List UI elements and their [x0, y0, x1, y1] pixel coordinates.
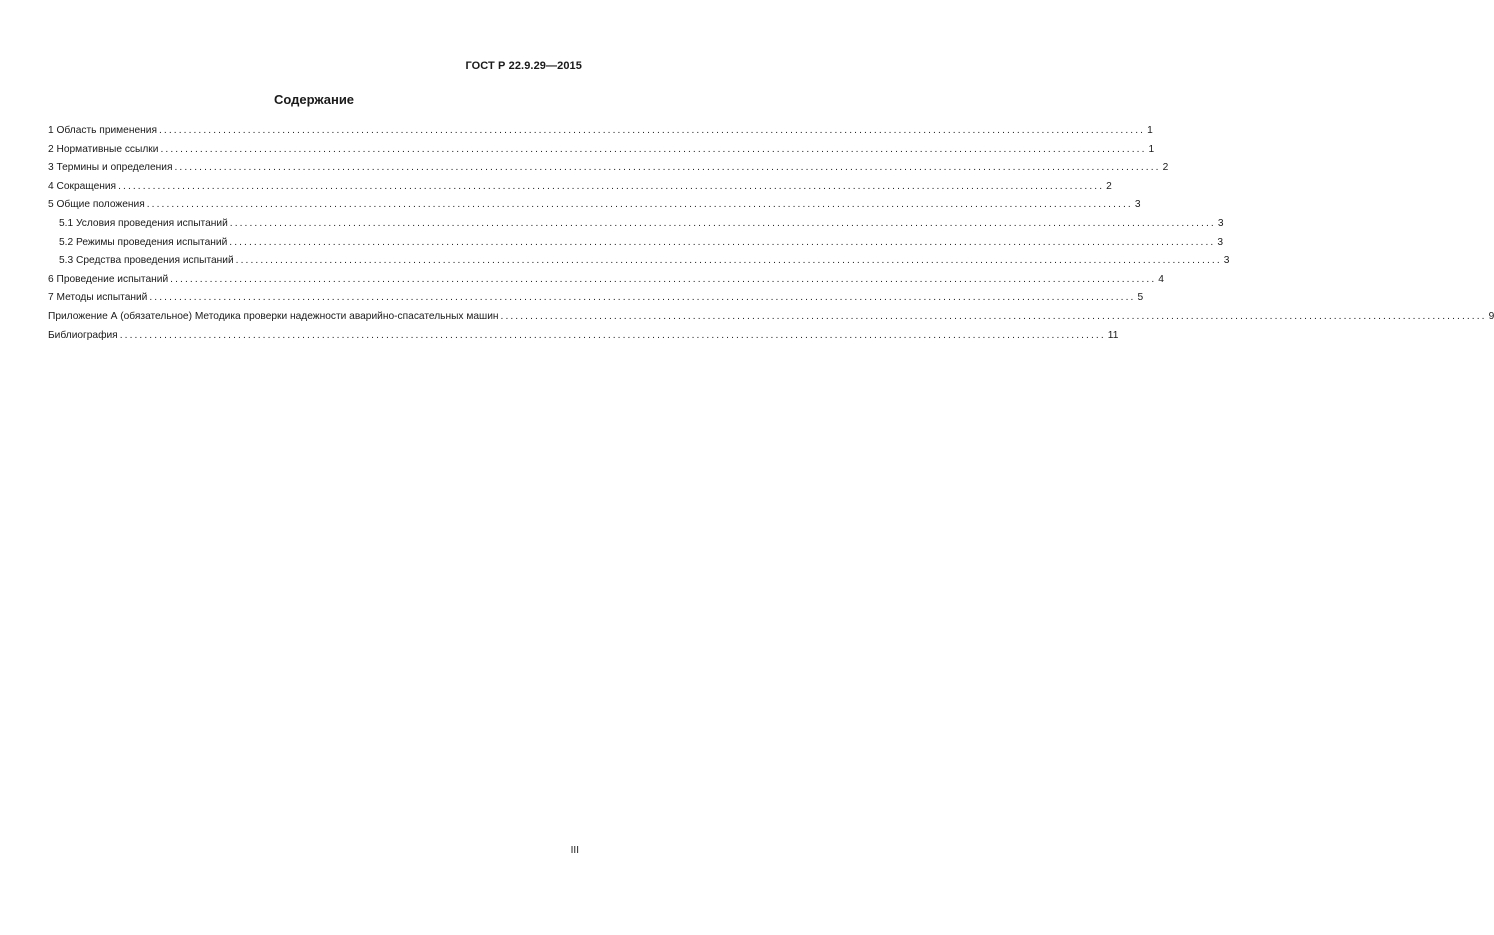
- toc-leader-dots: ........................................................................................................................................................................................................: [229, 236, 1216, 248]
- toc-entry-label: 5.1 Условия проведения испытаний: [59, 217, 228, 229]
- toc-entry-label: 3 Термины и определения: [48, 162, 173, 174]
- page-title: Содержание: [273, 92, 355, 107]
- page-number: III: [570, 845, 579, 856]
- toc-entry-label: Библиография: [48, 329, 118, 341]
- toc-entry-page: 2: [1106, 180, 1112, 192]
- toc-leader-dots: ........................................................................................................................................................................................................: [158, 125, 1146, 136]
- toc-entry-label: 2 Нормативные ссылки: [48, 143, 159, 155]
- toc-leader-dots: ........................................................................................................................................................................................................: [500, 310, 1487, 322]
- toc-leader-dots: ........................................................................................................................................................................................................: [149, 292, 1136, 304]
- table-of-contents: [48, 125, 1494, 348]
- toc-entry-label: 7 Методы испытаний: [48, 292, 148, 304]
- toc-entry[interactable]: [48, 199, 1141, 218]
- toc-entry-page: 1: [1148, 143, 1155, 155]
- toc-leader-dots: ........................................................................................................................................................................................................: [146, 199, 1133, 211]
- toc-leader-dots: ........................................................................................................................................................................................................: [119, 329, 1106, 341]
- toc-leader-dots: ........................................................................................................................................................................................................: [170, 273, 1157, 285]
- toc-entry-label: 5.3 Средства проведения испытаний: [59, 255, 234, 267]
- toc-entry-page: 3: [1217, 236, 1224, 248]
- toc-entry[interactable]: [48, 180, 1112, 200]
- toc-leader-dots: ........................................................................................................................................................................................................: [174, 162, 1161, 174]
- toc-entry-page: 5: [1137, 292, 1144, 304]
- toc-entry-label: 5.2 Режимы проведения испытаний: [59, 236, 228, 248]
- toc-entry-label: 1 Область применения: [48, 125, 157, 136]
- document-standard-id: ГОСТ Р 22.9.29—2015: [465, 60, 582, 72]
- toc-entry-page: 3: [1223, 255, 1230, 267]
- toc-leader-dots: ........................................................................................................................................................................................................: [229, 217, 1216, 229]
- toc-entry-page: 3: [1134, 199, 1141, 211]
- toc-entry-page: 1: [1147, 125, 1153, 136]
- toc-entry-label: 4 Сокращения: [48, 180, 117, 192]
- toc-entry[interactable]: [48, 329, 1119, 349]
- toc-entry-page: 11: [1107, 329, 1119, 341]
- toc-entry[interactable]: [48, 236, 1224, 256]
- toc-entry-label: 5 Общие положения: [48, 199, 145, 211]
- toc-entry[interactable]: [48, 255, 1230, 274]
- toc-leader-dots: ........................................................................................................................................................................................................: [118, 180, 1105, 192]
- toc-leader-dots: ........................................................................................................................................................................................................: [235, 255, 1222, 267]
- toc-entry-page: 3: [1217, 217, 1224, 229]
- toc-entry-page: 2: [1162, 162, 1169, 174]
- toc-entry[interactable]: [48, 310, 1494, 330]
- toc-entry[interactable]: [48, 162, 1169, 181]
- toc-leader-dots: ........................................................................................................................................................................................................: [160, 143, 1147, 155]
- toc-entry-page: 9: [1488, 310, 1494, 322]
- toc-entry[interactable]: [48, 143, 1155, 163]
- toc-entry[interactable]: [48, 125, 1153, 144]
- toc-entry[interactable]: [48, 217, 1224, 237]
- toc-entry-label: Приложение А (обязательное) Методика проверки надежности аварийно-спасательных машин: [48, 310, 499, 322]
- toc-entry[interactable]: [48, 273, 1164, 293]
- toc-entry-page: 4: [1158, 273, 1164, 285]
- toc-entry[interactable]: [48, 292, 1144, 311]
- toc-entry-label: 6 Проведение испытаний: [48, 273, 169, 285]
